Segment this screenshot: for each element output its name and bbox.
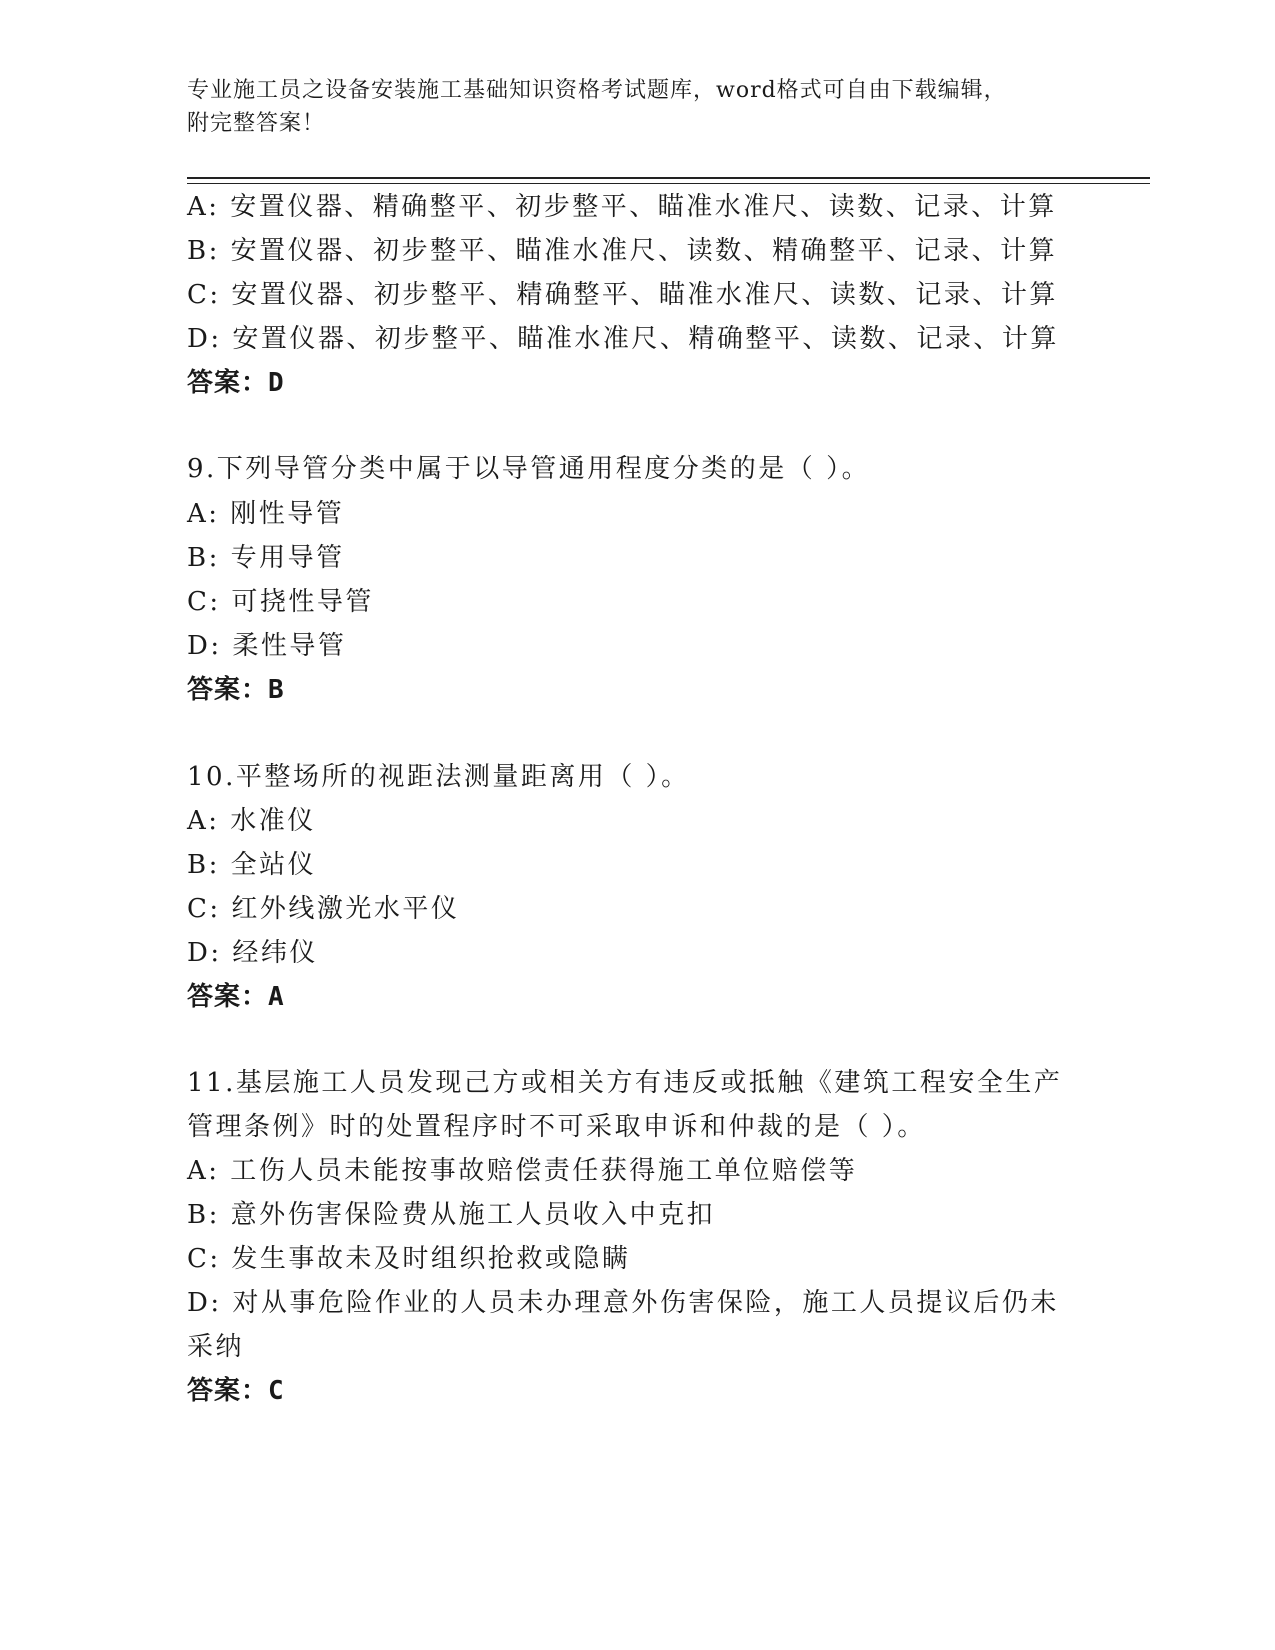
q10-option-c: C: 红外线激光水平仪 [187,894,460,924]
q8-option-c: C: 安置仪器、初步整平、精确整平、瞄准水准尺、读数、记录、计算 [187,280,1058,310]
q11-option-c: C: 发生事故未及时组织抢救或隐瞒 [187,1244,631,1274]
header-line-2: 附完整答案！ [187,111,326,136]
q11-option-b: B: 意外伤害保险费从施工人员收入中克扣 [187,1200,716,1230]
q10-question: 10.平整场所的视距法测量距离用（ ）。 [187,762,690,792]
answer-label: 答案： [187,982,269,1012]
q11-question-line-2: 管理条例》时的处置程序时不可采取申诉和仲裁的是（ ）。 [187,1112,926,1142]
header-divider-thick [187,177,1150,179]
header-line-1: 专业施工员之设备安装施工基础知识资格考试题库，word格式可自由下载编辑， [187,78,1007,103]
answer-label: 答案： [187,1376,269,1406]
q9-option-a: A: 刚性导管 [187,499,345,529]
q8-answer [187,366,285,400]
q9-option-d: D: 柔性导管 [187,631,347,661]
q9-question: 9.下列导管分类中属于以导管通用程度分类的是（ ）。 [187,454,871,484]
q9-option-b: B: 专用导管 [187,543,345,573]
q11-option-d-line-2: 采纳 [187,1332,245,1362]
q10-option-b: B: 全站仪 [187,850,317,880]
q10-option-d: D: 经纬仪 [187,938,318,968]
answer-label: 答案： [187,368,269,398]
q8-option-d: D: 安置仪器、初步整平、瞄准水准尺、精确整平、读数、记录、计算 [187,324,1059,354]
answer-value: B [268,675,285,705]
q9-answer [187,673,285,707]
header-divider-thin [187,183,1150,184]
q8-option-a: A: 安置仪器、精确整平、初步整平、瞄准水准尺、读数、记录、计算 [187,192,1057,222]
q9-option-c: C: 可挠性导管 [187,587,374,617]
q11-question-line-1: 11.基层施工人员发现己方或相关方有违反或抵触《建筑工程安全生产 [187,1068,1063,1098]
q11-answer [187,1374,285,1408]
q11-option-a: A: 工伤人员未能按事故赔偿责任获得施工单位赔偿等 [187,1156,858,1186]
q8-option-b: B: 安置仪器、初步整平、瞄准水准尺、读数、精确整平、记录、计算 [187,236,1058,266]
answer-value: A [268,982,285,1012]
q10-option-a: A: 水准仪 [187,806,316,836]
answer-value: C [268,1376,285,1406]
answer-value: D [268,368,285,398]
q10-answer [187,980,285,1014]
document-header [187,74,1067,140]
answer-label: 答案： [187,675,269,705]
q11-option-d-line-1: D: 对从事危险作业的人员未办理意外伤害保险，施工人员提议后仍未 [187,1288,1059,1318]
